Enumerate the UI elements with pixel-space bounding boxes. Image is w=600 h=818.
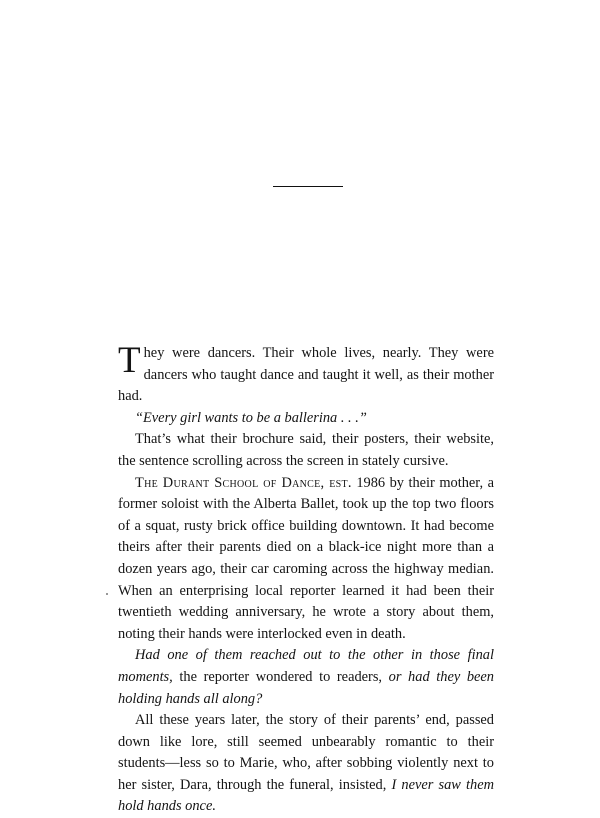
school-name: The Durant School of Dance, est. [135,474,352,491]
paragraph-1-text: hey were dancers. Their whole lives, nearly. They were dancers who taught dance and taught it well, as their mother had. [118,345,494,405]
paragraph-5 [118,645,494,710]
paragraph-3-text: That’s what their brochure said, their posters, their website, the sentence scrolling across the screen in stately cursive. [118,431,494,469]
paragraph-2-italic: “Every girl wants to be a ballerina . . .” [135,409,367,426]
paragraph-5-italic-2: or had they been holding hands all along? [118,668,495,707]
paragraph-5-italic-1: Had one of them reached out to the other in those final moments, [118,647,494,685]
paragraph-3 [118,429,494,472]
paragraph-5-text: the reporter wondered to readers, [179,668,383,685]
chapter-rule [273,186,343,187]
paragraph-4 [118,473,494,646]
paragraph-4-text: 1986 by their mother, a former soloist with the Alberta Ballet, took up the top two floors of a squat, rusty brick office building downtown. It had become theirs after their parents died on a black-ice night more than a dozen years ago, their car caroming across the highway median. When an enterprising local reporter learned it had been their twentieth wedding anniversary, he wrote a story about them, noting their hands were interlocked even in death. [118,474,494,642]
paragraph-6 [118,710,494,818]
body-text [118,340,495,818]
paragraph-2 [118,408,494,430]
paragraph-6-italic: I never saw them hold hands once. [118,776,494,815]
margin-mark [106,593,108,595]
drop-cap: T [118,340,141,381]
paragraph-1 [118,340,494,408]
paragraph-6-text: All these years later, the story of their parents’ end, passed down like lore, still seemed unbearably romantic to their students—less so to Marie, who, after sobbing violently next to her sister, Dara, through the funeral, insisted, [118,712,494,793]
